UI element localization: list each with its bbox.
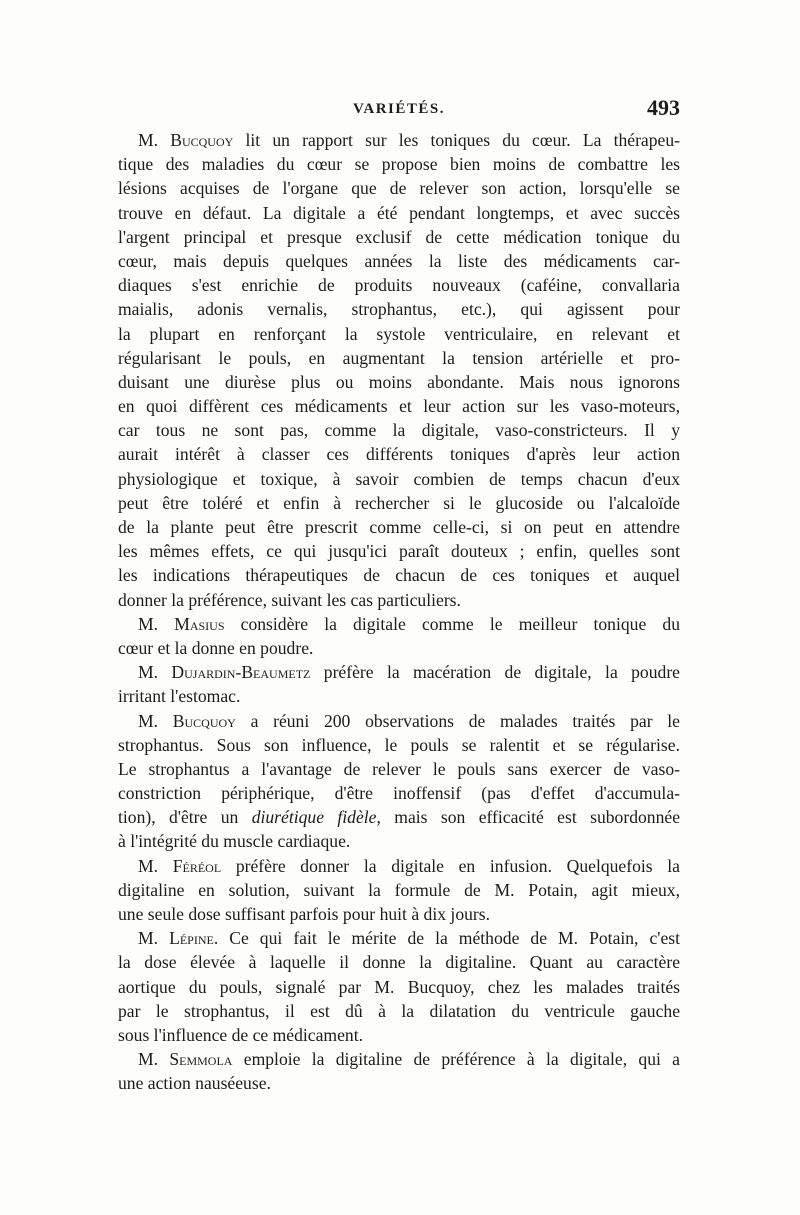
text-line	[118, 757, 680, 781]
line-text: constriction périphérique, d'être inoffensif (pas d'effet d'accumula-	[118, 783, 680, 804]
paragraph	[118, 709, 680, 854]
line-text: de la plante peut être prescrit comme celle-ci, si on peut en attendre	[118, 517, 680, 537]
text-line	[118, 950, 680, 974]
speaker-name: Féréol	[172, 855, 222, 876]
speaker-name: Lépine	[169, 928, 214, 949]
line-text: emploie la digitaline de préférence à la digitale, qui a	[232, 1049, 680, 1070]
line-text: régularisant le pouls, en augmentant la tension artérielle et pro-	[118, 347, 680, 368]
line-text: a réuni 200 observations de malades traités par le	[235, 710, 680, 731]
line-text: tion), d'être un	[118, 807, 252, 828]
text-line	[118, 878, 680, 902]
line-prefix: M.	[138, 1049, 170, 1070]
page-number: 493	[647, 95, 680, 120]
text-line	[118, 539, 680, 563]
text-line	[118, 201, 680, 225]
line-text: à l'intégrité du muscle cardiaque.	[118, 831, 351, 852]
line-text: donner la préférence, suivant les cas particuliers.	[118, 589, 461, 610]
line-text: les indications thérapeutiques de chacun de ces toniques et auquel	[118, 565, 680, 586]
text-line	[118, 1071, 680, 1095]
text-line	[118, 854, 680, 878]
line-text: une action nauséeuse.	[118, 1073, 271, 1094]
emphasis-text: diurétique fidèle	[251, 807, 377, 828]
text-line	[118, 346, 680, 370]
text-line	[118, 322, 680, 346]
text-line	[118, 394, 680, 418]
speaker-name: Semmola	[169, 1049, 233, 1070]
page-header	[118, 95, 680, 125]
line-text: aurait intérêt à classer ces différents toniques d'après leur action	[118, 444, 680, 465]
body-text	[118, 128, 680, 1096]
text-line	[118, 636, 680, 660]
line-text: sous l'influence de ce médicament.	[118, 1024, 363, 1045]
text-line	[118, 467, 680, 491]
line-text: duisant une diurèse plus ou moins abondante. Mais nous ignorons	[118, 371, 680, 392]
line-text: physiologique et toxique, à savoir combien de temps chacun d'eux	[118, 468, 680, 489]
paragraph	[118, 128, 680, 612]
text-line	[118, 926, 680, 950]
line-text: en quoi diffèrent ces médicaments et leur action sur les vaso-moteurs,	[118, 396, 680, 417]
speaker-name: Bucquoy	[172, 710, 236, 731]
line-text: lésions acquises de l'organe que de relever son action, lorsqu'elle se	[118, 178, 680, 199]
line-text: une seule dose suffisant parfois pour huit à dix jours.	[118, 904, 491, 924]
line-text: aortique du pouls, signalé par M. Bucquoy, chez les malades traités	[118, 976, 680, 997]
paragraph	[118, 1047, 680, 1095]
text-line	[118, 273, 680, 297]
text-line	[118, 733, 680, 757]
text-line	[118, 491, 680, 515]
speaker-name: Dujardin-Beaumetz	[171, 662, 311, 683]
text-line	[118, 1023, 680, 1047]
text-line	[118, 805, 680, 829]
text-line	[118, 684, 680, 708]
line-text: la dose élevée à laquelle il donne la digitaline. Quant au caractère	[118, 952, 680, 973]
line-prefix: M.	[138, 710, 173, 731]
line-prefix: M.	[138, 130, 171, 150]
line-text: tique des maladies du cœur se propose bien moins de combattre les	[118, 154, 680, 175]
paragraph	[118, 854, 680, 927]
running-title: VARIÉTÉS.	[352, 101, 445, 117]
text-line	[118, 709, 680, 733]
text-line	[118, 225, 680, 249]
text-line	[118, 902, 680, 926]
speaker-name: Masius	[174, 613, 225, 634]
line-text: . Ce qui fait le mérite de la méthode de M. Potain, c'est	[213, 928, 681, 949]
text-line	[118, 418, 680, 442]
text-line	[118, 515, 680, 539]
line-prefix: M.	[138, 662, 172, 683]
line-text: trouve en défaut. La digitale a été pendant longtemps, et avec succès	[118, 202, 680, 223]
line-text: peut être toléré et enfin à rechercher si le glucoside ou l'alcaloïde	[118, 492, 680, 513]
paragraph	[118, 660, 680, 708]
line-text: Le strophantus a l'avantage de relever le pouls sans exercer de vaso-	[118, 758, 680, 779]
line-text: préfère donner la digitale en infusion. Quelquefois la	[221, 855, 680, 876]
line-text-tail: , mais son efficacité est subordonnée	[376, 807, 681, 828]
text-line	[118, 128, 680, 152]
line-text: diaques s'est enrichie de produits nouveaux (caféine, convallaria	[118, 275, 680, 296]
line-text: l'argent principal et presque exclusif de cette médication tonique du	[118, 226, 680, 247]
line-text: par le strophantus, il est dû à la dilatation du ventricule gauche	[118, 1000, 680, 1021]
text-line	[118, 999, 680, 1023]
line-prefix: M.	[138, 613, 175, 634]
text-line	[118, 152, 680, 176]
text-line	[118, 588, 680, 612]
line-text: car tous ne sont pas, comme la digitale, vaso-constricteurs. Il y	[118, 420, 680, 441]
text-line	[118, 975, 680, 999]
text-line	[118, 1047, 680, 1071]
line-text: cœur et la donne en poudre.	[118, 637, 314, 658]
text-line	[118, 612, 680, 636]
text-line	[118, 176, 680, 200]
text-line	[118, 249, 680, 273]
line-text: la plupart en renforçant la systole ventriculaire, en relevant et	[118, 323, 680, 344]
line-prefix: M.	[138, 928, 170, 949]
line-text: lit un rapport sur les toniques du cœur. La thérapeu-	[233, 130, 680, 150]
line-text: maialis, adonis vernalis, strophantus, etc.), qui agissent pour	[118, 299, 680, 320]
text-line	[118, 563, 680, 587]
text-line	[118, 442, 680, 466]
line-prefix: M.	[138, 855, 173, 876]
paragraph	[118, 612, 680, 660]
text-line	[118, 297, 680, 321]
line-text: les mêmes effets, ce qui jusqu'ici paraît douteux ; enfin, quelles sont	[118, 541, 680, 562]
paragraph	[118, 926, 680, 1047]
line-text: préfère la macération de digitale, la poudre	[310, 662, 680, 683]
text-line	[118, 829, 680, 853]
line-text: considère la digitale comme le meilleur tonique du	[224, 613, 680, 634]
text-line	[118, 781, 680, 805]
speaker-name: Bucquoy	[170, 130, 234, 150]
line-text: strophantus. Sous son influence, le pouls se ralentit et se régularise.	[118, 734, 680, 755]
line-text: cœur, mais depuis quelques années la liste des médicaments car-	[118, 250, 680, 271]
text-line	[118, 660, 680, 684]
line-text: digitaline en solution, suivant la formule de M. Potain, agit mieux,	[118, 879, 680, 900]
line-text: irritant l'estomac.	[118, 686, 241, 707]
text-line	[118, 370, 680, 394]
